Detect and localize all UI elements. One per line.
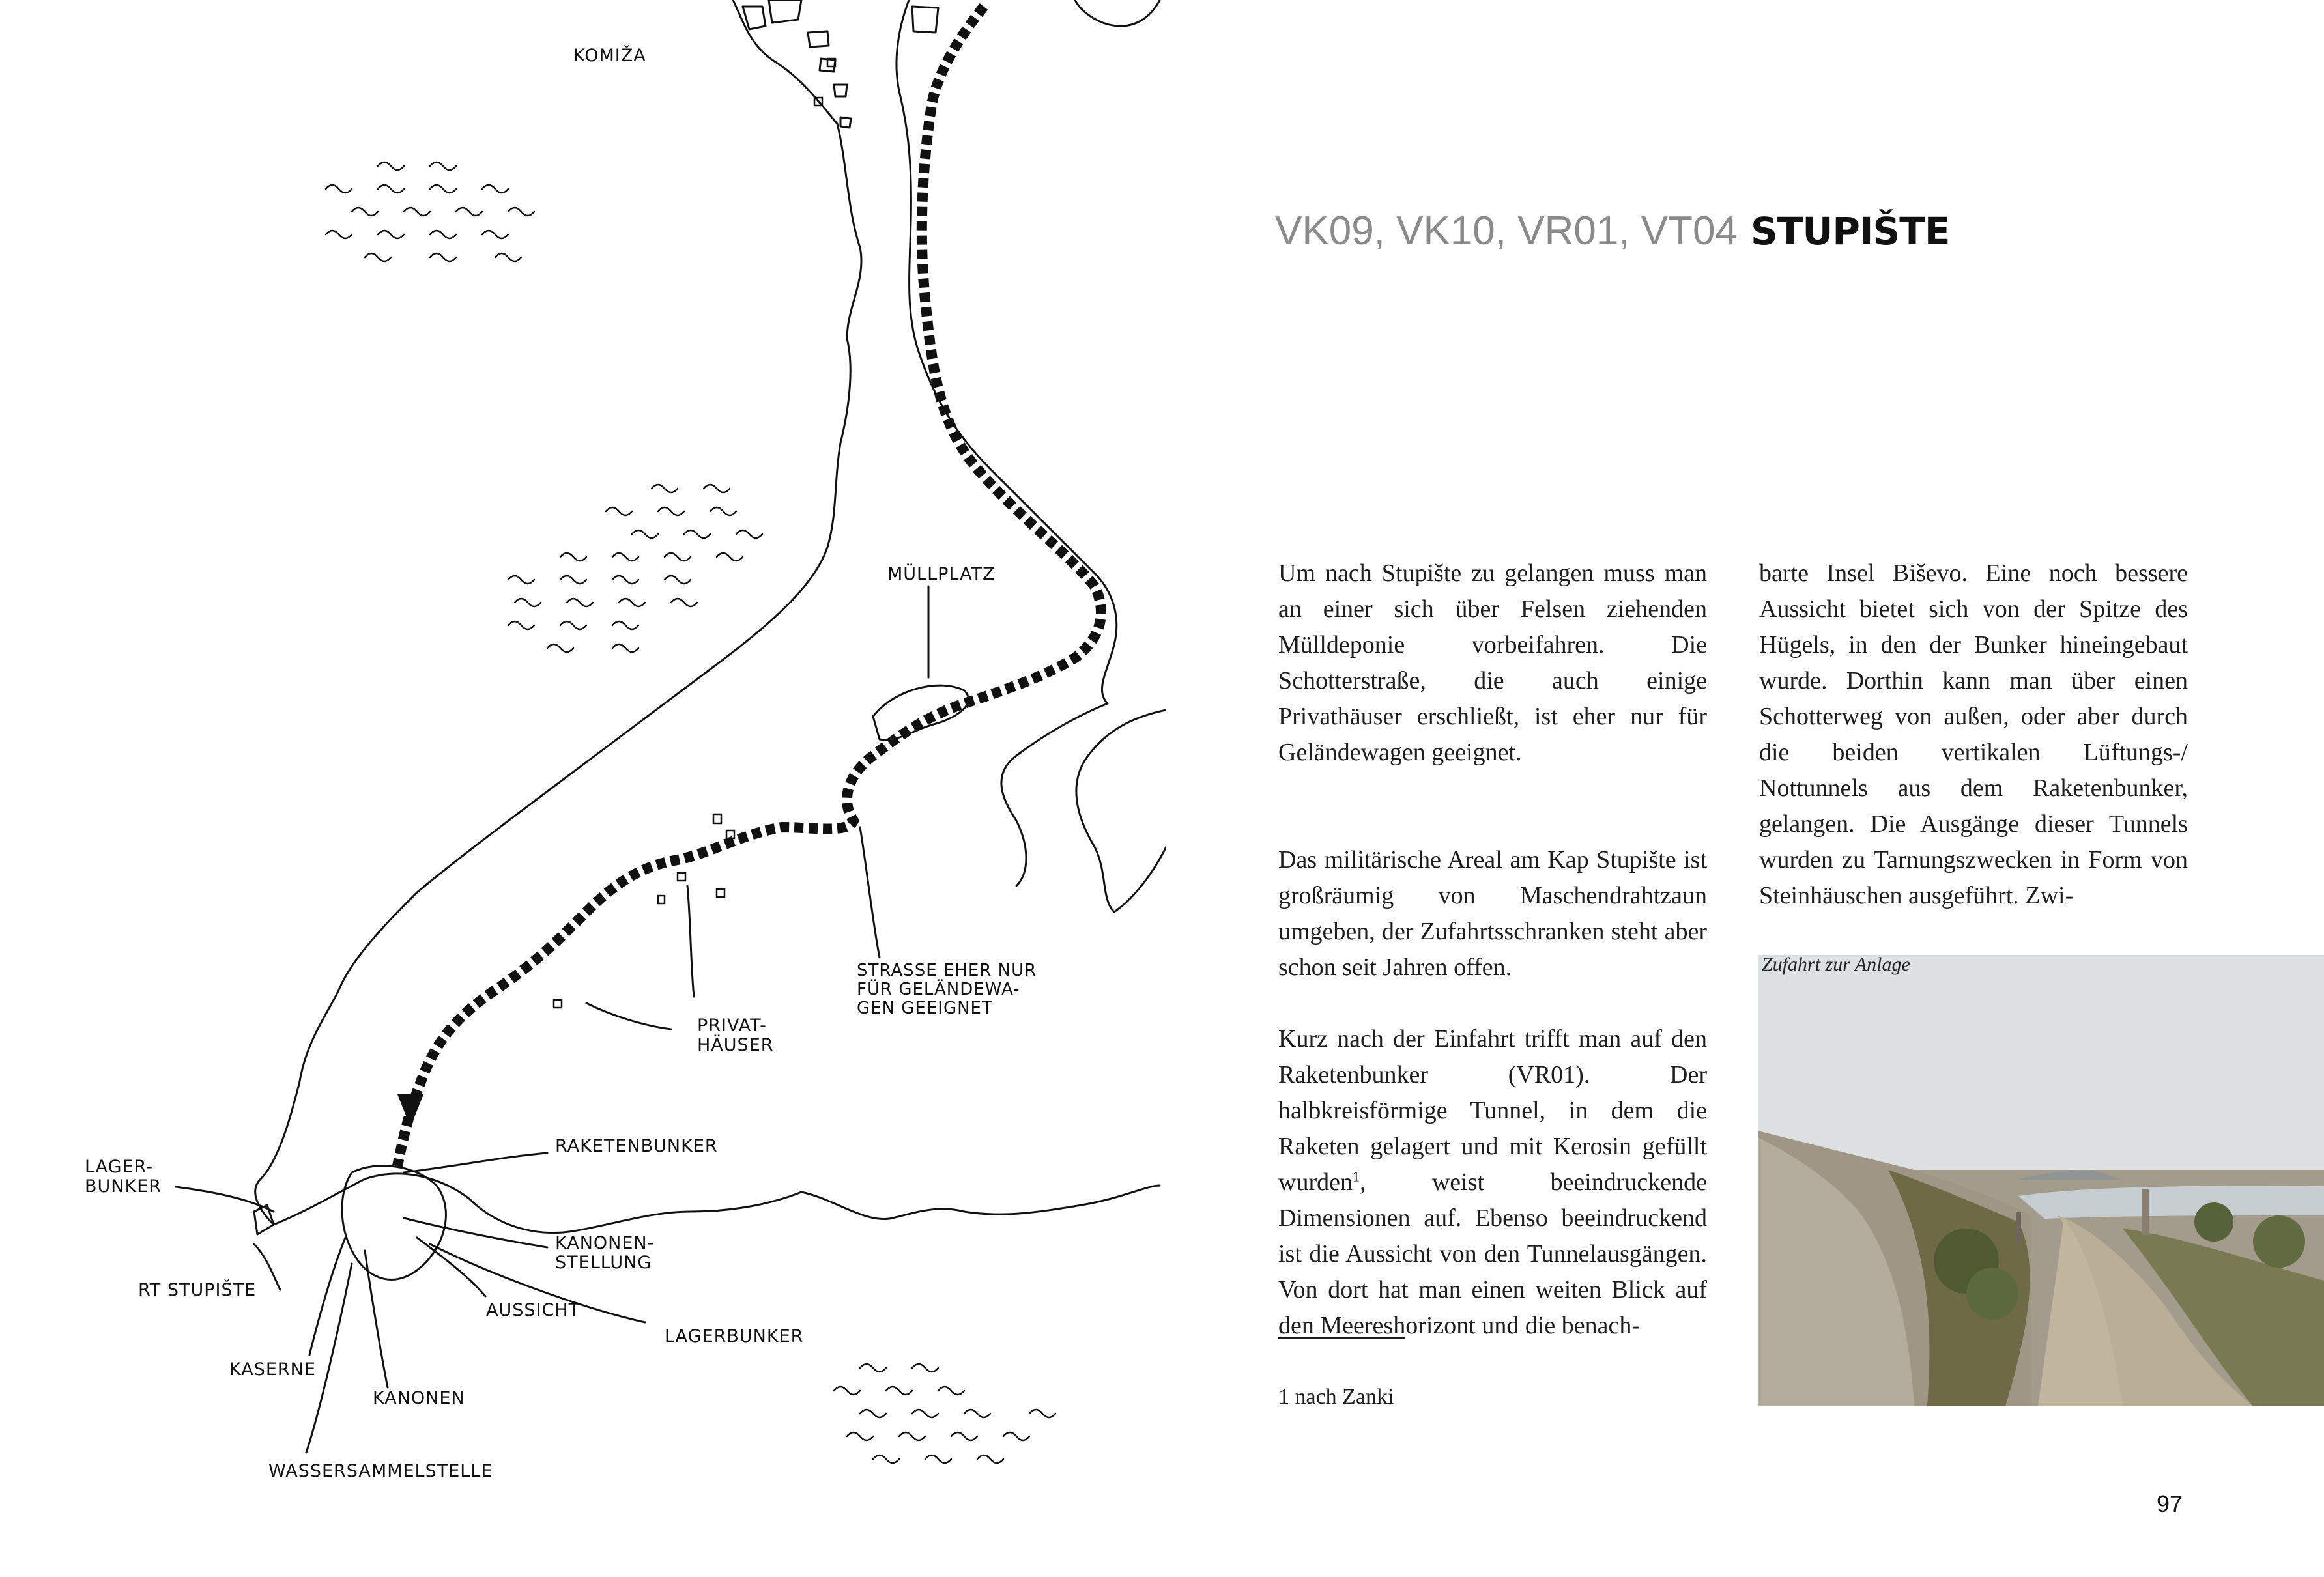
leader-kaserne: [309, 1238, 345, 1355]
paragraph-3-part-b: , weist beeindruckende Dimensionen auf. Ebenso beeindruckend ist die Aussicht von den Tunnelausgängen. Von dort hat man einen weiten Blick auf: [1278, 1169, 1707, 1303]
coastline-bay-2: [1001, 703, 1108, 886]
page-title: [1275, 207, 1949, 255]
map-label-wassersammelstelle: WASSERSAMMELSTELLE: [268, 1461, 493, 1481]
leader-wasser: [306, 1264, 352, 1453]
text-column-1: [1278, 556, 1707, 1344]
map-label-privathaeuser: PRIVAT- HÄUSER: [697, 1016, 774, 1055]
map-label-komiza: KOMIŽA: [573, 46, 646, 66]
leader-raketen: [404, 1153, 547, 1172]
map-label-strasse: STRASSE EHER NUR FÜR GELÄNDEWA- GEN GEEIGNET: [857, 961, 1037, 1018]
map-label-rt-stupiste: RT STUPIŠTE: [138, 1280, 257, 1300]
photo-image: [1758, 955, 2324, 1406]
map-label-muellplatz: MÜLLPLATZ: [887, 564, 996, 584]
coastline-south: [274, 1174, 1160, 1233]
paragraph-1: Um nach Stupište zu gelangen muss man an einer sich über Felsen ziehenden Mülldeponie vorbeifahren. Die Schotterstraße, die auch einige Privathäuser erschließt, ist eher nur für Geländewagen geeignet.: [1278, 560, 1707, 766]
paragraph-3: [1278, 1021, 1707, 1344]
coastline-east: [1076, 710, 1166, 912]
map-label-lagerbunker-left: LAGER- BUNKER: [85, 1157, 162, 1197]
footnote: 1 nach Zanki: [1278, 1385, 1394, 1409]
road-arrow: [397, 1094, 423, 1127]
page-number: 97: [2157, 1490, 2183, 1517]
leader-rt: [254, 1244, 280, 1290]
wave-marks: [326, 162, 1055, 1463]
paragraph-3-part-a: Kurz nach der Einfahrt trifft man auf den Raketenbunker (VR01). Der halbkreisförmige Tunnel, in dem die Raketen gelagert und mit Kerosin gefüllt wurden: [1278, 1025, 1707, 1196]
leader-privat-2: [586, 1003, 671, 1029]
site-codes: VK09, VK10, VR01, VT04: [1275, 208, 1738, 253]
house-marks: [554, 59, 835, 1008]
photo-access-road: [1758, 955, 2324, 1406]
paragraph-3-underlined: den Meeresh: [1278, 1312, 1406, 1339]
paragraph-3-part-c: orizont und die benach-: [1405, 1312, 1641, 1339]
leader-privathaeuser: [687, 886, 694, 997]
map-label-kaserne: KASERNE: [229, 1359, 316, 1380]
map-label-raketenbunker: RAKETENBUNKER: [555, 1136, 718, 1156]
map-label-kanonen: KANONEN: [373, 1388, 465, 1408]
site-name: STUPIŠTE: [1750, 209, 1950, 253]
town-blocks: [743, 0, 938, 128]
leader-kanonen: [365, 1251, 388, 1387]
leader-strasse: [860, 827, 880, 958]
photo-caption: Zufahrt zur Anlage: [1762, 954, 1910, 975]
footnote-ref: 1: [1352, 1168, 1360, 1185]
leader-lager-left: [176, 1187, 274, 1212]
map-label-kanonenstellung: KANONEN- STELLUNG: [555, 1233, 655, 1273]
paragraph-4: barte Insel Biševo. Eine noch bessere Aussicht bietet sich von der Spitze des Hügels, in den der Bunker hineingebaut wurde. Dorthin kann man über einen Schotterweg von außen, oder aber durch die beiden vertikalen Lüftungs-/ Nottunnels aus dem Raketenbunker, gelangen. Die Ausgänge dieser Tunnels wurden zu Tarnungszwecken in Form von Steinhäuschen ausgeführt. Zwi-: [1759, 560, 2188, 909]
map-label-aussicht: AUSSICHT: [486, 1300, 581, 1320]
leader-aussicht: [417, 1238, 485, 1296]
top-right-islet: [1075, 0, 1160, 26]
paragraph-2: Das militärische Areal am Kap Stupište ist großräumig von Maschendrahtzaun umgeben, der Zufahrtsschranken steht aber schon seit Jahren offen.: [1278, 846, 1707, 981]
map-label-lagerbunker-right: LAGERBUNKER: [665, 1326, 804, 1346]
text-column-2: [1759, 556, 2188, 914]
